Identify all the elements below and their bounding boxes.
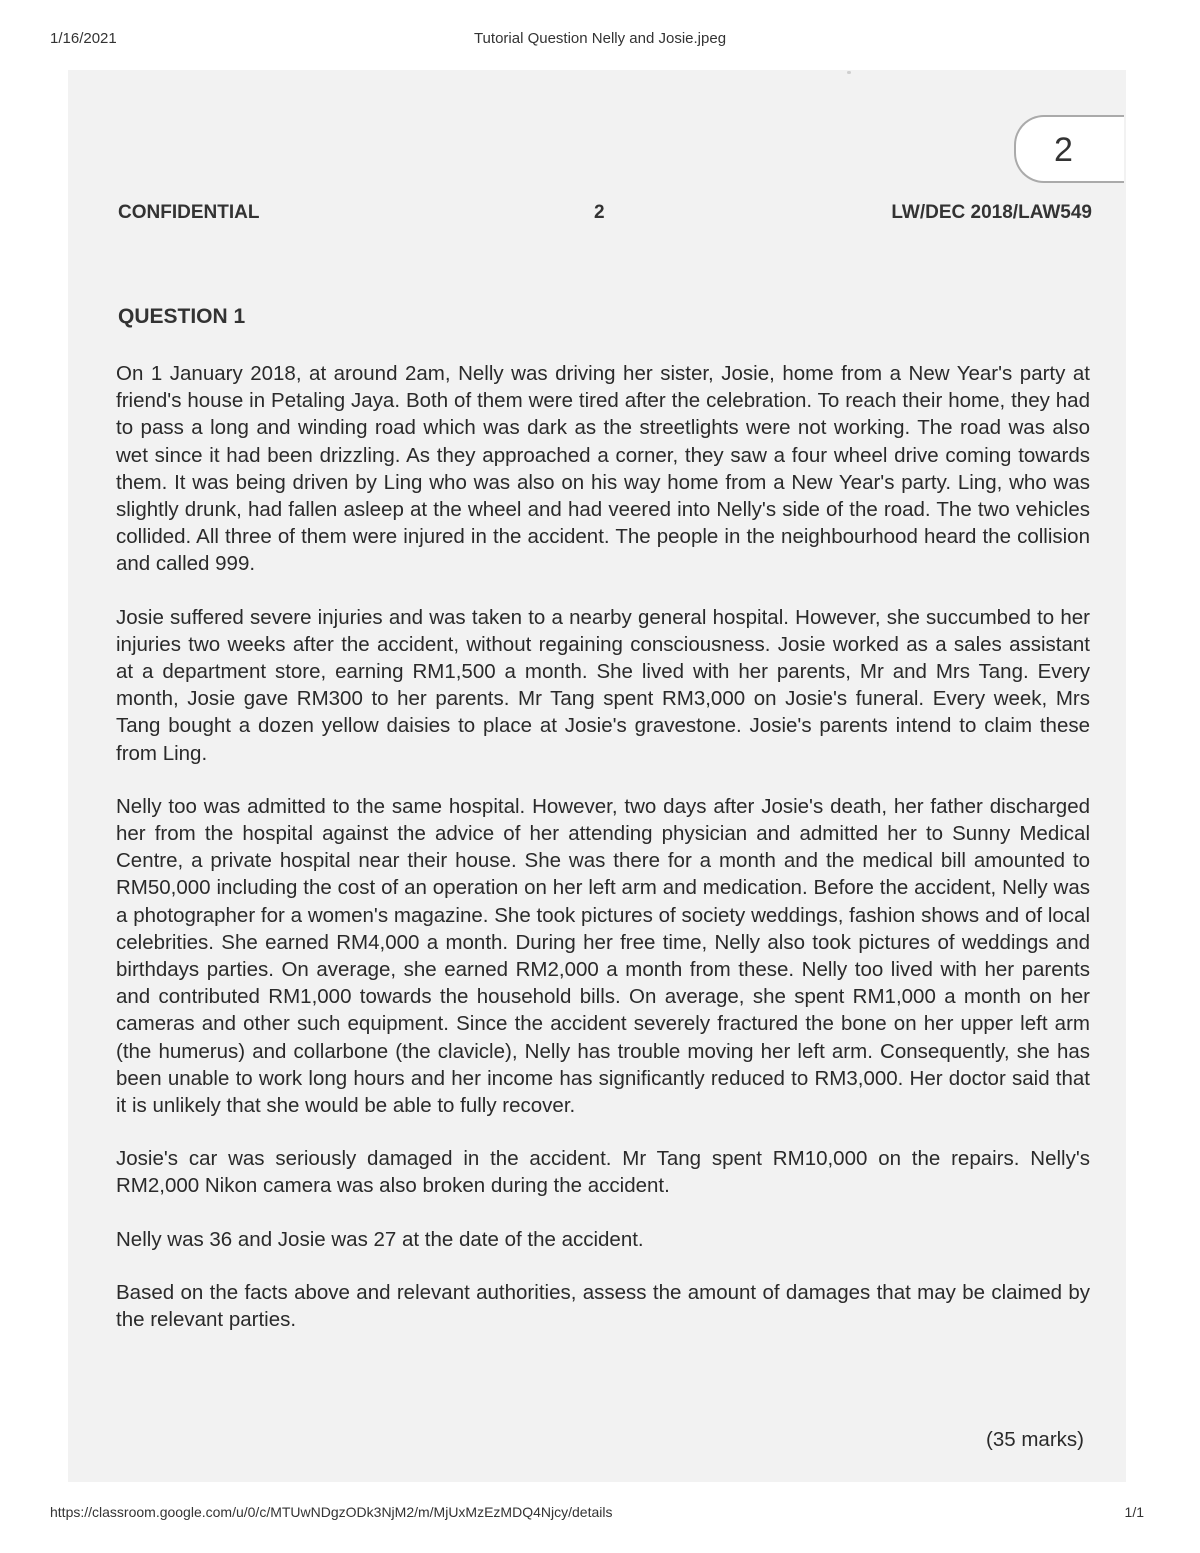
paragraph-nelly: Nelly too was admitted to the same hospital. However, two days after Josie's death, her father discharged her from the hospital against the advice of her attending physician and admitted her to Sunny Medical Centre, a private hospital near their house. She was there for a month and the medical bill amounted to RM50,000 including the cost of an operation on her left arm and medication. Before the accident, Nelly was a photographer for a women's magazine. She took pictures of society weddings, fashion shows and of local celebrities. She earned RM4,000 a month. During her free time, Nelly also took pictures of weddings and birthdays parties. On average, she earned RM2,000 a month from these. Nelly too lived with her parents and contributed RM1,000 towards the household bills. On average, she spent RM1,000 a month on her cameras and other such equipment. Since the accident severely fractured the bone on her upper left arm (the humerus) and collarbone (the clavicle), Nelly has trouble moving her left arm. Consequently, she has been unable to work long hours and her income has significantly reduced to RM3,000. Her doctor said that it is unlikely that she would be able to fully recover. [116,794,1090,1118]
print-header [0,30,1200,54]
question-title: QUESTION 1 [118,305,246,328]
print-footer [0,1504,1200,1528]
page-number-tab-label: 2 [1054,131,1073,169]
question-body [116,360,1090,1359]
paragraph-property-damage: Josie's car was seriously damaged in the accident. Mr Tang spent RM10,000 on the repairs. Nelly's RM2,000 Nikon camera was also broken during the accident. [116,1147,1090,1198]
paragraph-accident: On 1 January 2018, at around 2am, Nelly was driving her sister, Josie, home from a New Year's party at friend's house in Petaling Jaya. Both of them were tired after the celebration. To reach their home, they had to pass a long and winding road which was dark as the streetlights were not working. The road was also wet since it had been drizzling. As they approached a corner, they saw a four wheel drive coming towards them. It was being driven by Ling who was also on his way home from a New Year's party. Ling, who was slightly drunk, had fallen asleep at the wheel and had veered into Nelly's side of the road. The two vehicles collided. All three of them were injured in the accident. The people in the neighbourhood heard the collision and called 999. [116,362,1090,576]
scan-speck [847,71,851,74]
document-header [118,202,1092,226]
course-code: LW/DEC 2018/LAW549 [891,202,1092,223]
document-page-number: 2 [594,202,605,223]
paragraph-josie: Josie suffered severe injuries and was taken to a nearby general hospital. However, she succumbed to her injuries two weeks after the accident, without regaining consciousness. Josie worked as a sales assistant at a department store, earning RM1,500 a month. She lived with her parents, Mr and Mrs Tang. Every month, Josie gave RM300 to her parents. Mr Tang spent RM3,000 on Josie's funeral. Every week, Mrs Tang bought a dozen yellow daisies to place at Josie's gravestone. Josie's parents intend to claim these from Ling. [116,605,1090,765]
scanned-page [68,70,1126,1482]
print-url: https://classroom.google.com/u/0/c/MTUwNDgzODk3NjM2/m/MjUxMzEzMDQ4Njcy/details [50,1504,613,1520]
paragraph-ages: Nelly was 36 and Josie was 27 at the date of the accident. [116,1227,644,1251]
print-title: Tutorial Question Nelly and Josie.jpeg [473,30,727,47]
confidential-label: CONFIDENTIAL [118,202,260,223]
marks-label: (35 marks) [986,1428,1084,1451]
print-page-count: 1/1 [1124,1504,1144,1520]
print-date: 1/16/2021 [50,30,117,47]
paragraph-task: Based on the facts above and relevant authorities, assess the amount of damages that may be claimed by the relevant parties. [116,1280,1090,1332]
page-number-tab [1014,115,1124,183]
